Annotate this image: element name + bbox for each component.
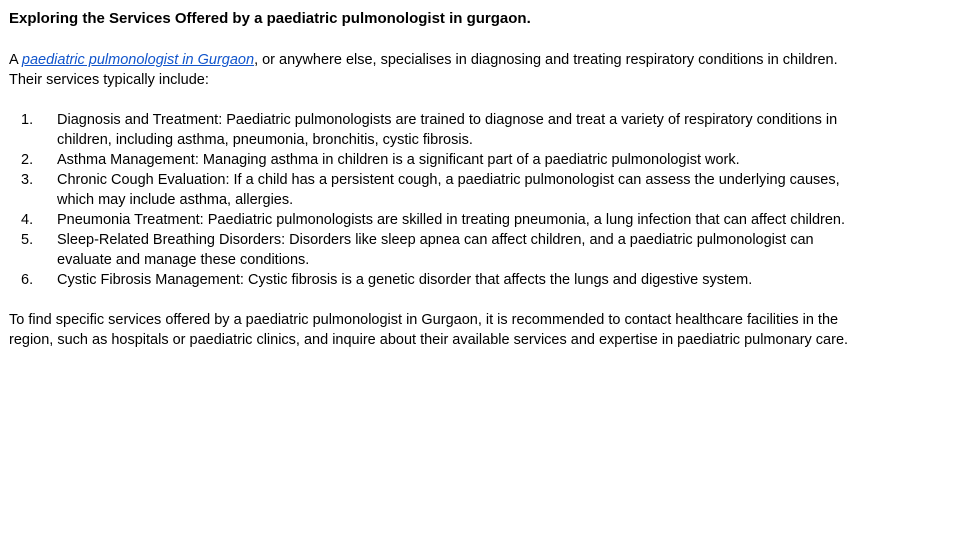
list-item-number: 6. xyxy=(21,272,34,288)
intro-prefix: A xyxy=(9,52,22,68)
list-item xyxy=(9,110,869,150)
intro-paragraph xyxy=(9,50,869,90)
list-item-text: Pneumonia Treatment: Paediatric pulmonologists are skilled in treating pneumonia, a lung infection that can affect children. xyxy=(57,212,846,228)
list-item xyxy=(9,270,869,290)
list-item xyxy=(9,210,869,230)
document-page xyxy=(9,10,869,350)
list-item-number: 5. xyxy=(21,232,34,248)
list-item-text: Diagnosis and Treatment: Paediatric pulmonologists are trained to diagnose and treat a variety of respiratory conditions in children, including asthma, pneumonia, bronchitis, cystic fibrosis. xyxy=(57,112,838,148)
intro-suffix: , or anywhere else, specialises in diagnosing and treating respiratory conditions in children. Their services typically include: xyxy=(9,52,838,88)
list-item-number: 2. xyxy=(21,152,34,168)
pulmonologist-link[interactable]: paediatric pulmonologist in Gurgaon xyxy=(21,52,255,68)
services-list xyxy=(9,110,869,290)
list-item-text: Sleep-Related Breathing Disorders: Disorders like sleep apnea can affect children, and a paediatric pulmonologist can evaluate and manage these conditions. xyxy=(57,232,814,268)
list-item-number: 3. xyxy=(21,172,34,188)
list-item-text: Cystic Fibrosis Management: Cystic fibrosis is a genetic disorder that affects the lungs and digestive system. xyxy=(57,272,753,288)
page-title: Exploring the Services Offered by a paediatric pulmonologist in gurgaon. xyxy=(9,10,531,27)
list-item xyxy=(9,150,869,170)
list-item-number: 1. xyxy=(21,112,34,128)
closing-paragraph: To find specific services offered by a paediatric pulmonologist in Gurgaon, it is recommended to contact healthcare facilities in the region, such as hospitals or paediatric clinics, and inquire about their available services and expertise in paediatric pulmonary care. xyxy=(9,312,849,348)
list-item xyxy=(9,170,869,210)
list-item-number: 4. xyxy=(21,212,34,228)
list-item-text: Asthma Management: Managing asthma in children is a significant part of a paediatric pulmonologist work. xyxy=(57,152,740,168)
list-item-text: Chronic Cough Evaluation: If a child has a persistent cough, a paediatric pulmonologist can assess the underlying causes, which may include asthma, allergies. xyxy=(57,172,840,208)
list-item xyxy=(9,230,869,270)
